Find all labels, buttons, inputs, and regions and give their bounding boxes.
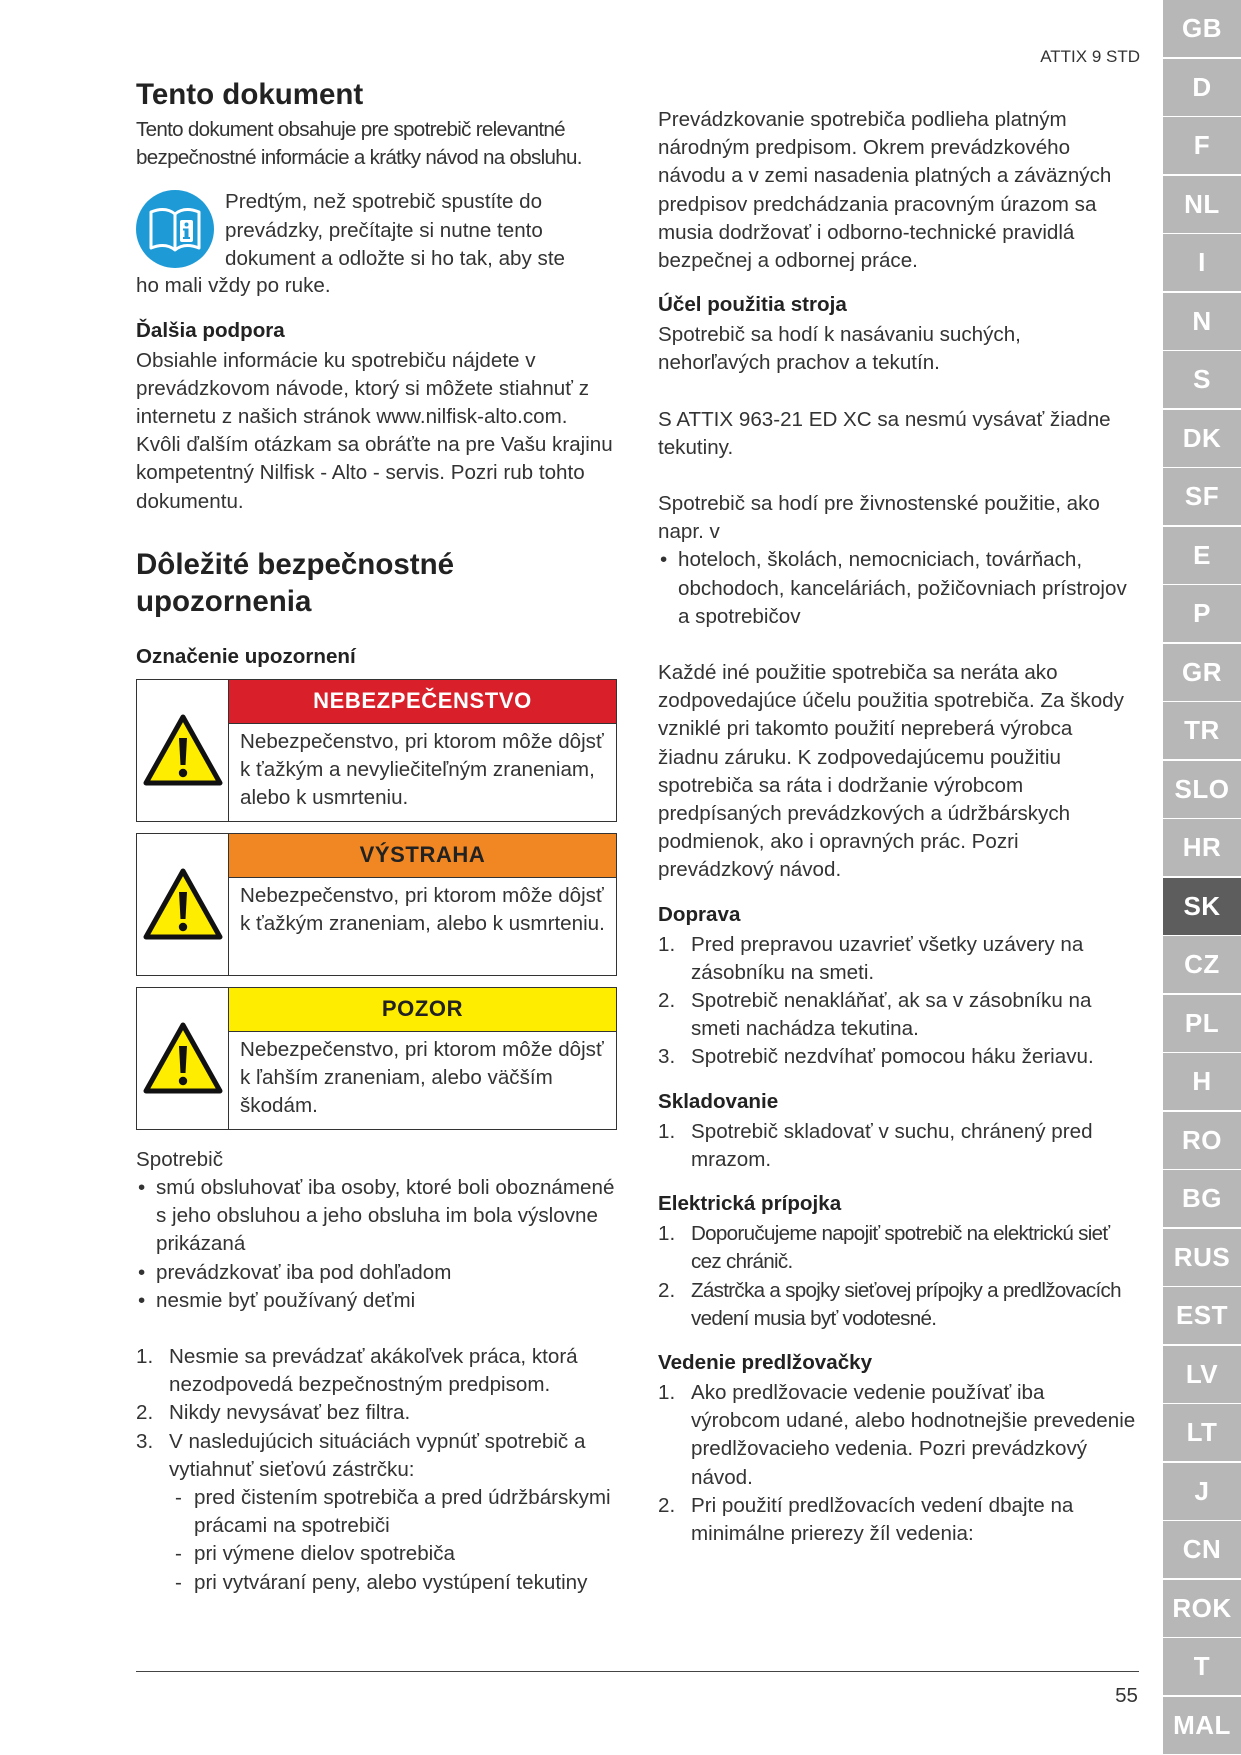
- list-item: [658, 1043, 1138, 1071]
- rule-3-sublist: [169, 1484, 616, 1597]
- list-text: Spotrebič nezdvíhať pomocou háku žeriavu.: [691, 1045, 1094, 1069]
- lang-tab-rus[interactable]: RUS: [1163, 1229, 1241, 1286]
- lang-tab-lv[interactable]: LV: [1163, 1346, 1241, 1403]
- lang-tab-f[interactable]: F: [1163, 117, 1241, 174]
- lang-tab-lt[interactable]: LT: [1163, 1404, 1241, 1461]
- extension-heading: Vedenie predlžovačky: [658, 1350, 873, 1374]
- warning-triangle-icon: [137, 834, 229, 975]
- extension-list: [658, 1379, 1138, 1548]
- list-item: - pri výmene dielov spotrebiča: [169, 1540, 616, 1568]
- lang-tab-d[interactable]: D: [1163, 59, 1241, 116]
- read-manual-line: ho mali vždy po ruke.: [136, 274, 331, 298]
- doc-title: Tento dokument: [136, 78, 364, 111]
- list-item: [658, 1118, 1138, 1174]
- list-item: [658, 931, 1138, 987]
- list-number: 2.: [136, 1401, 154, 1425]
- list-text: Zástrčka a spojky sieťovej prípojky a predlžovacích vedení musia byť vodotesné.: [691, 1278, 1121, 1330]
- lang-tab-gb[interactable]: GB: [1163, 0, 1241, 57]
- lang-tab-rok[interactable]: ROK: [1163, 1580, 1241, 1637]
- read-manual-line: Predtým, než spotrebič spustíte do: [225, 190, 543, 214]
- purpose-text: Spotrebič sa hodí pre živnostenské použitie, ako napr. v: [658, 492, 1100, 544]
- safety-title-line: upozornenia: [136, 584, 312, 618]
- list-number: 2.: [658, 1278, 676, 1302]
- lang-tab-pl[interactable]: PL: [1163, 995, 1241, 1052]
- lang-tab-slo[interactable]: SLO: [1163, 761, 1241, 818]
- safety-title-line: Dôležité bezpečnostné: [136, 547, 455, 581]
- list-number: 1.: [658, 1222, 676, 1246]
- language-tab-bar: [1163, 0, 1241, 1755]
- list-item: [136, 1428, 616, 1597]
- list-text: V nasledujúcich situáciách vypnúť spotrebič a vytiahnuť sieťovú zástrčku:: [169, 1429, 586, 1481]
- list-number: 3.: [658, 1045, 676, 1069]
- read-manual-notice: [136, 188, 616, 300]
- lang-tab-hr[interactable]: HR: [1163, 819, 1241, 876]
- danger-warning-box: [136, 679, 617, 822]
- lang-tab-j[interactable]: J: [1163, 1463, 1241, 1520]
- lang-tab-p[interactable]: P: [1163, 585, 1241, 642]
- support-text: Obsiahle informácie ku spotrebiču nájdete v prevádzkovom návode, ktorý si môžete stiahnuť z internetu z našich stránok www.nilfisk-alto.com. Kvôli ďalším otázkam sa obráťte na pre Vašu krajinu kompetentný Nilfisk - Alto - servis. Pozri rub tohto dokumentu.: [136, 348, 613, 513]
- left-column: [136, 76, 616, 1597]
- transport-heading: Doprava: [658, 902, 741, 926]
- lang-tab-cz[interactable]: CZ: [1163, 936, 1241, 993]
- lang-tab-e[interactable]: E: [1163, 527, 1241, 584]
- list-item: [658, 1220, 1138, 1276]
- safety-title: [136, 546, 616, 620]
- list-number: 1.: [136, 1345, 154, 1369]
- electric-list: [658, 1220, 1138, 1333]
- list-item: • smú obsluhovať iba osoby, ktoré boli oboznámené s jeho obsluhou a jeho obsluha im bola výslovne prikázaná: [136, 1174, 616, 1259]
- right-column: [658, 106, 1138, 1548]
- list-text: Pred prepravou uzavrieť všetky uzávery na zásobníku na smeti.: [691, 932, 1084, 984]
- lang-tab-dk[interactable]: DK: [1163, 410, 1241, 467]
- lang-tab-tr[interactable]: TR: [1163, 702, 1241, 759]
- warning-box: [136, 833, 617, 976]
- list-item: [658, 987, 1138, 1043]
- electric-heading: Elektrická prípojka: [658, 1192, 842, 1216]
- purpose-text: S ATTIX 963-21 ED XC sa nesmú vysávať žiadne tekutiny.: [658, 407, 1111, 459]
- list-text: Pri použití predlžovacích vedení dbajte na minimálne prierezy žíl vedenia:: [691, 1493, 1074, 1545]
- list-item: [658, 1492, 1138, 1548]
- read-manual-icon: [136, 190, 214, 268]
- caution-box: [136, 987, 617, 1130]
- safety-rules-list: [136, 1343, 616, 1597]
- caution-text: Nebezpečenstvo, pri ktorom môže dôjsť k ľahším zraneniam, alebo väčším škodám.: [240, 1037, 604, 1118]
- document-model: ATTIX 9 STD: [1040, 47, 1140, 66]
- page-number: 55: [1115, 1684, 1138, 1707]
- warning-triangle-icon: [137, 988, 229, 1129]
- lang-tab-t[interactable]: T: [1163, 1638, 1241, 1695]
- list-text: Spotrebič skladovať v suchu, chránený pred mrazom.: [691, 1119, 1093, 1171]
- list-text: Doporučujeme napojiť spotrebič na elektrickú sieť cez chránič.: [691, 1222, 1110, 1274]
- list-text: Nikdy nevysávať bez filtra.: [169, 1401, 411, 1425]
- lang-tab-cn[interactable]: CN: [1163, 1521, 1241, 1578]
- list-item: • nesmie byť používaný deťmi: [136, 1287, 616, 1315]
- list-item: • hoteloch, školách, nemocniciach, továrňach, obchodoch, kanceláriách, požičovniach prístrojov a spotrebičov: [658, 546, 1138, 631]
- purpose-text: Spotrebič sa hodí k nasávaniu suchých, nehorľavých prachov a tekutín.: [658, 323, 1021, 375]
- danger-text: Nebezpečenstvo, pri ktorom môže dôjsť k ťažkým a nevyliečiteľným zraneniam, alebo k usmrteniu.: [240, 729, 604, 810]
- list-text: Spotrebič nenakláňať, ak sa v zásobníku na smeti nachádza tekutina.: [691, 989, 1092, 1041]
- list-item: - pri vytváraní peny, alebo vystúpení tekutiny: [169, 1569, 616, 1597]
- doc-intro: Tento dokument obsahuje pre spotrebič relevantné bezpečnostné informácie a krátky návod na obsluhu.: [136, 118, 582, 170]
- appliance-bullet-list: [136, 1174, 616, 1315]
- list-number: 2.: [658, 1493, 676, 1517]
- lang-tab-gr[interactable]: GR: [1163, 644, 1241, 701]
- list-item: - pred čistením spotrebiča a pred údržbárskymi prácami na spotrebiči: [169, 1484, 616, 1540]
- warning-text: Nebezpečenstvo, pri ktorom môže dôjsť k ťažkým zraneniam, alebo k usmrteniu.: [240, 883, 605, 936]
- lang-tab-sf[interactable]: SF: [1163, 468, 1241, 525]
- purpose-heading: Účel použitia stroja: [658, 293, 847, 317]
- lang-tab-ro[interactable]: RO: [1163, 1112, 1241, 1169]
- list-text: Ako predlžovacie vedenie používať iba výrobcom udané, alebo hodnotnejšie prevedenie predlžovacieho vedenia. Pozri prevádzkový návod.: [691, 1380, 1136, 1489]
- list-item: [658, 1277, 1138, 1333]
- list-item: [136, 1343, 616, 1399]
- lang-tab-n[interactable]: N: [1163, 293, 1241, 350]
- lang-tab-h[interactable]: H: [1163, 1053, 1241, 1110]
- list-number: 1.: [658, 1380, 676, 1404]
- list-number: 1.: [658, 1119, 676, 1143]
- list-item: [658, 1379, 1138, 1492]
- lang-tab-nl[interactable]: NL: [1163, 176, 1241, 233]
- storage-list: [658, 1118, 1138, 1174]
- warning-triangle-icon: [137, 680, 229, 821]
- footer-divider: [136, 1671, 1139, 1672]
- regulations-intro: Prevádzkovanie spotrebiča podlieha platným národným predpisom. Okrem prevádzkového návodu a v zemi nasadenia platných a záväzných predpisov predchádzania pracovným úrazom sa musia dodržovať i odborno-technické pravidlá bezpečnej a odbornej práce.: [658, 108, 1112, 273]
- lang-tab-mal[interactable]: MAL: [1163, 1697, 1241, 1754]
- lang-tab-i[interactable]: I: [1163, 234, 1241, 291]
- list-text: Nesmie sa prevádzať akákoľvek práca, ktorá nezodpovedá bezpečnostným predpisom.: [169, 1345, 578, 1397]
- purpose-text: Každé iné použitie spotrebiča sa neráta ako zodpovedajúce účelu použitia spotrebiča. Za škody vzniklé pri takomto použití nepreberá výrobca žiadnu záruku. K zodpovedajúcemu použitiu spotrebiča sa ráta i dodržanie výrobcom predpísaných prevádzkových a údržbárskych podmienok, ako i opravných prác. Pozri prevádzkový návod.: [658, 661, 1124, 882]
- list-number: 3.: [136, 1429, 154, 1453]
- transport-list: [658, 931, 1138, 1072]
- read-manual-line: dokument a odložte si ho tak, aby ste: [225, 246, 565, 270]
- lang-tab-sk[interactable]: SK: [1163, 878, 1241, 935]
- danger-label: NEBEZPEČENSTVO: [229, 680, 616, 724]
- list-number: 1.: [658, 932, 676, 956]
- list-item: [136, 1399, 616, 1427]
- lang-tab-bg[interactable]: BG: [1163, 1170, 1241, 1227]
- list-number: 2.: [658, 989, 676, 1013]
- lang-tab-est[interactable]: EST: [1163, 1287, 1241, 1344]
- list-item: • prevádzkovať iba pod dohľadom: [136, 1259, 616, 1287]
- appliance-label: Spotrebič: [136, 1147, 224, 1171]
- caution-label: POZOR: [229, 988, 616, 1032]
- lang-tab-s[interactable]: S: [1163, 351, 1241, 408]
- warning-label: VÝSTRAHA: [229, 834, 616, 878]
- read-manual-line: prevádzky, prečítajte si nutne tento: [225, 218, 543, 242]
- marking-heading: Označenie upozornení: [136, 644, 356, 668]
- storage-heading: Skladovanie: [658, 1089, 779, 1113]
- purpose-bullet-list: [658, 546, 1138, 631]
- support-heading: Ďalšia podpora: [136, 318, 285, 342]
